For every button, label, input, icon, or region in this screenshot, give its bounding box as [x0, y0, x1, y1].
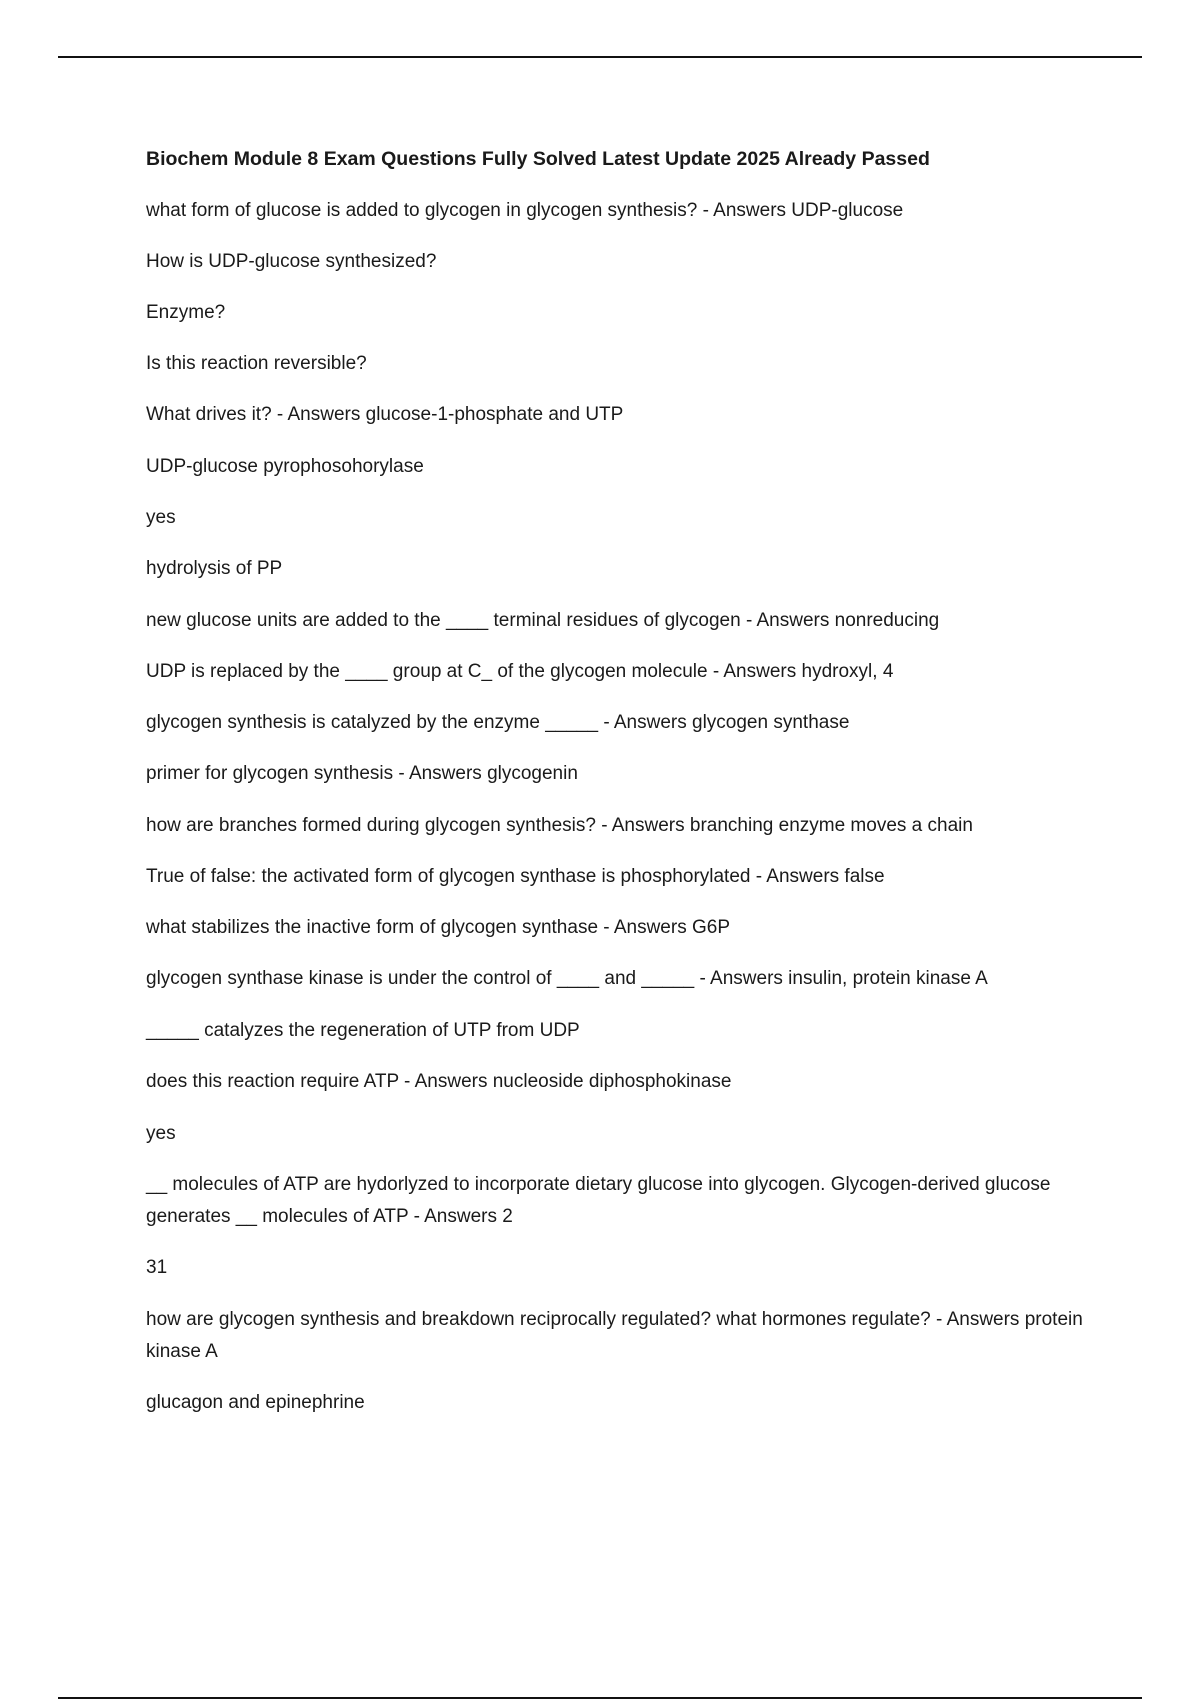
text-line-13: how are branches formed during glycogen synthesis? - Answers branching enzyme moves a chain — [146, 815, 973, 836]
text-line-7: yes — [146, 507, 176, 528]
text-line-1: what form of glucose is added to glycogen in glycogen synthesis? - Answers UDP-glucose — [146, 200, 904, 221]
text-line-19: yes — [146, 1123, 176, 1144]
text-line-23: glucagon and epinephrine — [146, 1392, 365, 1413]
text-line-2: How is UDP-glucose synthesized? — [146, 251, 437, 272]
document-title: Biochem Module 8 Exam Questions Fully Solved Latest Update 2025 Already Passed — [146, 148, 930, 170]
text-line-6: UDP-glucose pyrophosohorylase — [146, 456, 424, 477]
text-line-22: how are glycogen synthesis and breakdown reciprocally regulated? what hormones regulate? - Answers protein kinase A — [146, 1309, 1083, 1362]
text-line-9: new glucose units are added to the ____ terminal residues of glycogen - Answers nonreducing — [146, 610, 940, 631]
text-line-10: UDP is replaced by the ____ group at C_ of the glycogen molecule - Answers hydroxyl, 4 — [146, 661, 894, 682]
text-line-8: hydrolysis of PP — [146, 558, 283, 579]
text-line-20: __ molecules of ATP are hydorlyzed to incorporate dietary glucose into glycogen. Glycogen-derived glucose generates __ molecules of ATP - Answers 2 — [146, 1174, 1051, 1227]
text-line-5: What drives it? - Answers glucose-1-phosphate and UTP — [146, 404, 624, 425]
text-line-14: True of false: the activated form of glycogen synthase is phosphorylated - Answers false — [146, 866, 885, 887]
text-line-18: does this reaction require ATP - Answers nucleoside diphosphokinase — [146, 1071, 732, 1092]
text-line-12: primer for glycogen synthesis - Answers glycogenin — [146, 763, 578, 784]
text-line-4: Is this reaction reversible? — [146, 353, 367, 374]
text-line-11: glycogen synthesis is catalyzed by the enzyme _____ - Answers glycogen synthase — [146, 712, 850, 733]
footer-rule — [58, 1697, 1142, 1699]
text-line-16: glycogen synthase kinase is under the control of ____ and _____ - Answers insulin, protein kinase A — [146, 968, 988, 989]
text-line-15: what stabilizes the inactive form of glycogen synthase - Answers G6P — [146, 917, 730, 938]
text-line-21: 31 — [146, 1257, 168, 1278]
text-line-17: _____ catalyzes the regeneration of UTP from UDP — [146, 1020, 580, 1041]
text-line-3: Enzyme? — [146, 302, 226, 323]
header-rule — [58, 56, 1142, 58]
